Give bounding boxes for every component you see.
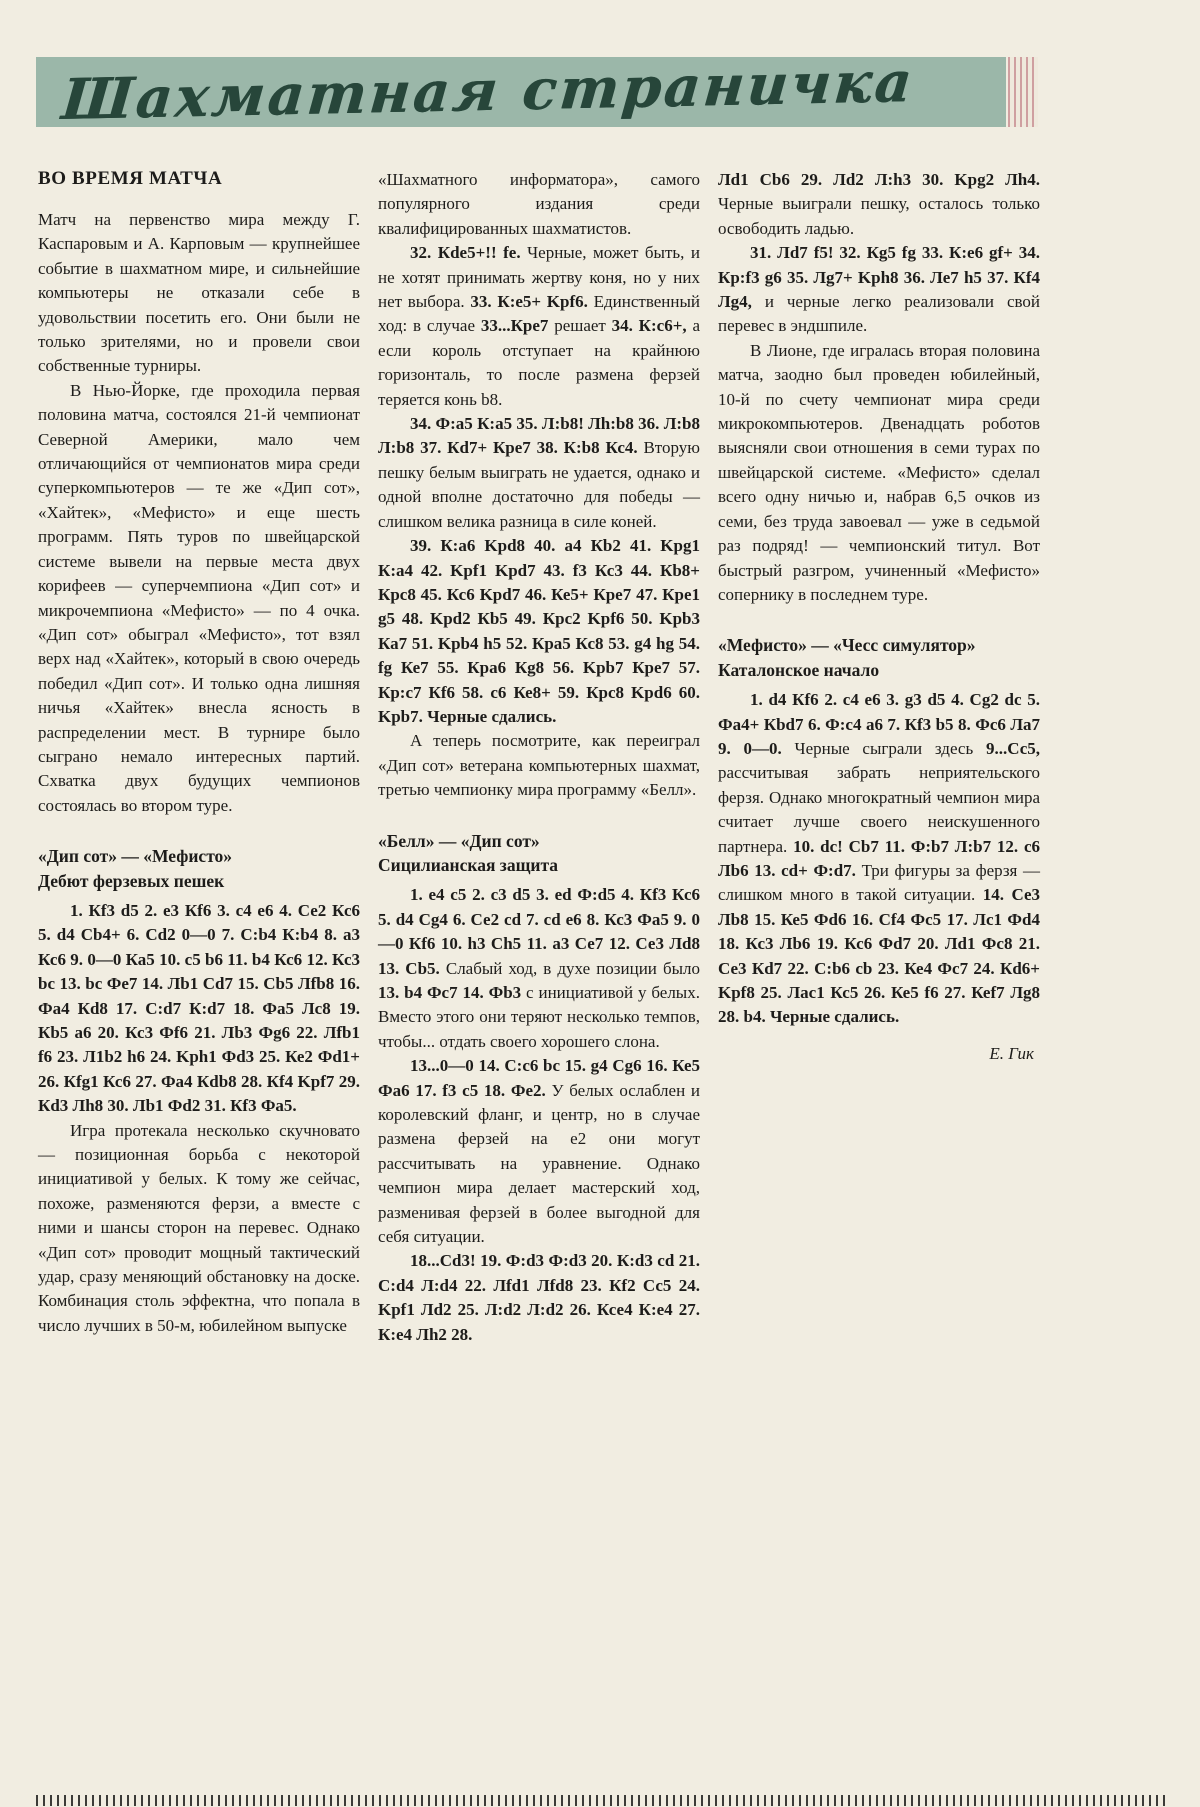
moves-text: Лd1 Сb6 29. Лd2 Л:h3 30. Kpg2 Лh4. bbox=[718, 170, 1040, 189]
moves-text: 31. Лd7 f5! 32. Кg5 fg 33. К:е6 gf+ 34. Кр:f3 g6 35. Лg7+ Kph8 36. Ле7 h5 37. Кf4 Лg4, bbox=[718, 243, 1040, 312]
moves-commentary-paragraph bbox=[378, 412, 700, 534]
column-2 bbox=[378, 168, 700, 1347]
paragraph: А теперь посмотрите, как переиграл «Дип сот» ветерана компьютерных шахмат, третью чемпионку мира программу «Белл». bbox=[378, 731, 700, 800]
commentary-text: Черные, может быть, и не хотят принимать жертву коня, но у них нет выбора. bbox=[378, 243, 701, 312]
moves-text: 13...0—0 14. С:с6 bc 15. g4 Сg6 16. Ке5 Фа6 17. f3 с5 18. Фе2. bbox=[378, 1056, 700, 1100]
moves-text: 33...Кре7 bbox=[480, 316, 555, 336]
paragraph: В Лионе, где игралась вторая половина матча, заодно был проведен юбилейный, 10-й по счету чемпионат мира среди микрокомпьютеров. Двенадцать роботов выясняли свои отношения в семи турах по швейцарской системе. «Мефисто» сделал всего одну ничью и, набрав 6,5 очков из семи, без труда завоевал — уже в седьмой раз подряд! — чемпионский титул. Вот быстрый разгром, учиненный «Мефисто» сопернику в последнем туре. bbox=[718, 340, 1040, 604]
banner-edge-stripes-decoration bbox=[1008, 57, 1038, 127]
commentary-text: а если король отступает на крайнюю горизонталь, то после размена ферзей теряется конь b8. bbox=[378, 316, 700, 409]
moves-text: 34. К:с6+, bbox=[611, 316, 693, 336]
moves-text: 10. dc! Сb7 11. Ф:b7 Л:b7 12. с6 Лb6 13. cd+ Ф:d7. bbox=[718, 836, 1040, 880]
moves-paragraph: 18...Сd3! 19. Ф:d3 Ф:d3 20. К:d3 cd 21. С:d4 Л:d4 22. Лfd1 Лfd8 23. Кf2 Сс5 24. Kpf1 Лd2 25. Л:d2 Л:d2 26. Ксе4 К:е4 27. К:е4 Лh2 28. bbox=[378, 1251, 700, 1344]
moves-commentary-paragraph bbox=[378, 241, 700, 412]
commentary-text: с инициативой у белых. Вместо этого они теряют несколько темпов, чтобы... отдать своего хорошего слона. bbox=[378, 983, 700, 1051]
moves-text: 13. b4 Фс7 14. Фb3 bbox=[378, 983, 527, 1002]
moves-text: 33. К:е5+ Kpf6. bbox=[470, 292, 594, 312]
article-title: ВО ВРЕМЯ МАТЧА bbox=[38, 168, 223, 189]
moves-commentary-paragraph bbox=[718, 241, 1040, 339]
masthead-script-title: Шахматная страничка bbox=[59, 49, 917, 133]
moves-text: 1. d4 Кf6 2. с4 е6 3. g3 d5 4. Сg2 dc 5. Фа4+ Кbd7 6. Ф:с4 а6 7. Кf3 b5 8. Фс6 Ла7 9. 0—0. bbox=[718, 690, 1040, 758]
game3-opening-subheading: Каталонское начало bbox=[718, 659, 880, 680]
column-3 bbox=[718, 168, 1040, 1347]
masthead-banner bbox=[36, 49, 1006, 133]
moves-commentary-paragraph bbox=[718, 168, 1040, 241]
moves-text: 34. Ф:а5 К:а5 35. Л:b8! Лh:b8 36. Л:b8 Л:b8 37. Кd7+ Кре7 38. К:b8 Кс4. bbox=[378, 414, 700, 458]
moves-commentary-paragraph bbox=[718, 688, 1040, 1030]
game2-opening-subheading: Сицилианская защита bbox=[378, 854, 558, 875]
moves-text: 9...Сс5, bbox=[985, 738, 1041, 758]
commentary-text: рассчитывая забрать неприятельского ферзя. Однако многократный чемпион мира считает лучше своего неискушенного партнера. bbox=[718, 763, 1040, 856]
commentary-text: решает bbox=[554, 316, 612, 336]
author-signature: Е. Гик bbox=[989, 1043, 1034, 1063]
game1-opening-subheading: Дебют ферзевых пешек bbox=[38, 870, 225, 891]
paragraph: Матч на первенство мира между Г. Каспаровым и А. Карповым — крупнейшее событие в шахматном мире, и сильнейшие компьютеры не отказали себе в удовольствии посетить его. Они были не только зрителями, но и провели свои собственные турниры. bbox=[38, 210, 360, 376]
moves-text: 1. е4 с5 2. с3 d5 3. ed Ф:d5 4. Кf3 Кс6 5. d4 Сg4 6. Се2 cd 7. cd е6 8. Кс3 Фа5 9. 0—0 Кf6 10. h3 Сh5 11. а3 Се7 12. Се3 Лd8 13. Сb5. bbox=[378, 885, 700, 978]
article-body bbox=[38, 168, 1042, 1347]
column-1 bbox=[38, 168, 360, 1347]
commentary-text: Три фигуры за ферзя — слишком много в такой ситуации. bbox=[718, 860, 1040, 905]
commentary-text: Единственный ход: в случае bbox=[378, 292, 701, 336]
moves-commentary-paragraph bbox=[378, 883, 700, 1054]
commentary-text: Вторую пешку белым выиграть не удается, однако и одной вполне достаточно для победы — слишком велика разница в силе коней. bbox=[378, 438, 700, 531]
paragraph: Игра протекала несколько скучновато — позиционная борьба с некоторой инициативой у белых. К тому же сейчас, похоже, разменяются ферзи, а вместе с ними и шансы сторон на перевес. Однако «Дип сот» проводит мощный тактический удар, сразу меняющий обстановку на доске. Комбинация столь эффектна, что попала в число лучших в 50-м, юбилейном выпуске bbox=[38, 1120, 360, 1335]
paragraph: В Нью-Йорке, где проходила первая половина матча, состоялся 21-й чемпионат Северной Америки, мало чем отличающийся от чемпионатов мира среди суперкомпьютеров — те же «Дип сот», «Хайтек», «Мефисто» и еще шесть программ. Пять туров по швейцарской системе вывели на первые места двух корифеев — суперчемпиона «Дип сот» и микрочемпиона «Мефисто» — по 4 очка. «Дип сот» обыграл «Мефисто», тот взял верх над «Хайтек», который в свою очередь победил «Дип сот». И только одна лишняя ничья «Хайтек» внесла ясность в распределении мест. В турнире было сыграно немало интересных партий. Схватка двух будущих чемпионов состоялась во втором туре. bbox=[38, 380, 360, 815]
commentary-text: У белых ослаблен и королевский фланг, и центр, но в случае размена ферзей на е2 они могут рассчитывать на уравнение. Однако чемпион мира делает мастерский ход, разменивая ферзей в более выгодной для себя ситуации. bbox=[378, 1080, 700, 1247]
bottom-stripes-decoration bbox=[36, 1795, 1168, 1806]
moves-text: 14. Се3 Лb8 15. Ке5 Фd6 16. Сf4 Фс5 17. Лс1 Фd4 18. Кс3 Лb6 19. Кс6 Фd7 20. Лd1 Фс8 21. Се3 Кd7 22. С:b6 cb 23. Ке4 Фс7 24. Кd6+ Kpf8 25. Лас1 Кс5 26. Ке5 f6 27. Кеf7 Лg8 28. b4. Черные сдались. bbox=[718, 885, 1041, 1027]
commentary-text: Черные выиграли пешку, осталось только освободить ладью. bbox=[718, 194, 1040, 238]
commentary-text: Слабый ход, в духе позиции было bbox=[445, 958, 701, 978]
moves-paragraph: 1. Кf3 d5 2. е3 Кf6 3. с4 е6 4. Се2 Кс6 5. d4 Сb4+ 6. Сd2 0—0 7. С:b4 К:b4 8. а3 Кс6 9. 0—0 Ка5 10. с5 b6 11. b4 Кс6 12. Кс3 bc 13. bc Фе7 14. Лb1 Сd7 15. Сb5 Лfb8 16. Фа4 Кd8 17. С:d7 К:d7 18. Фа5 Лс8 19. Кb5 а6 20. Кс3 Фf6 21. Лb3 Фg6 22. Лfb1 f6 23. Л1b2 h6 24. Kph1 Фd3 25. Ке2 Фd1+ 26. Кfg1 Кс6 27. Фа4 Кdb8 28. Кf4 Kpf7 29. Кd3 Лh8 30. Лb1 Фd2 31. Кf3 Фа5. bbox=[38, 900, 360, 1116]
moves-paragraph: 39. К:а6 Kpd8 40. а4 Кb2 41. Kpg1 К:а4 42. Kpf1 Kpd7 43. f3 Кс3 44. Кb8+ Крс8 45. Кс6 Kpd7 46. Ке5+ Кре7 47. Кре1 g5 48. Kpd2 Кb5 49. Крс2 Kpf6 50. Kpb3 Ка7 51. Kpb4 h5 52. Кра5 Кс8 53. g4 hg 54. fg Ке7 55. Кра6 Кg8 56. Kpb7 Кре7 57. Кр:с7 Кf6 58. с6 Ке8+ 59. Крс8 Kpd6 60. Kpb7. Черные сдались. bbox=[378, 536, 700, 726]
game2-players-subheading: «Белл» — «Дип сот» bbox=[378, 830, 540, 851]
moves-commentary-paragraph bbox=[378, 1054, 700, 1249]
game1-players-subheading: «Дип сот» — «Мефисто» bbox=[38, 846, 233, 867]
moves-text: 32. Кde5+!! fe. bbox=[410, 243, 528, 263]
masthead bbox=[36, 49, 1038, 133]
paragraph: «Шахматного информатора», самого популярного издания среди квалифицированных шахматистов. bbox=[378, 170, 700, 238]
commentary-text: Черные сыграли здесь bbox=[794, 738, 986, 758]
commentary-text: и черные легко реализовали свой перевес в эндшпиле. bbox=[718, 292, 1041, 336]
game3-players-subheading: «Мефисто» — «Чесс симулятор» bbox=[718, 635, 976, 656]
